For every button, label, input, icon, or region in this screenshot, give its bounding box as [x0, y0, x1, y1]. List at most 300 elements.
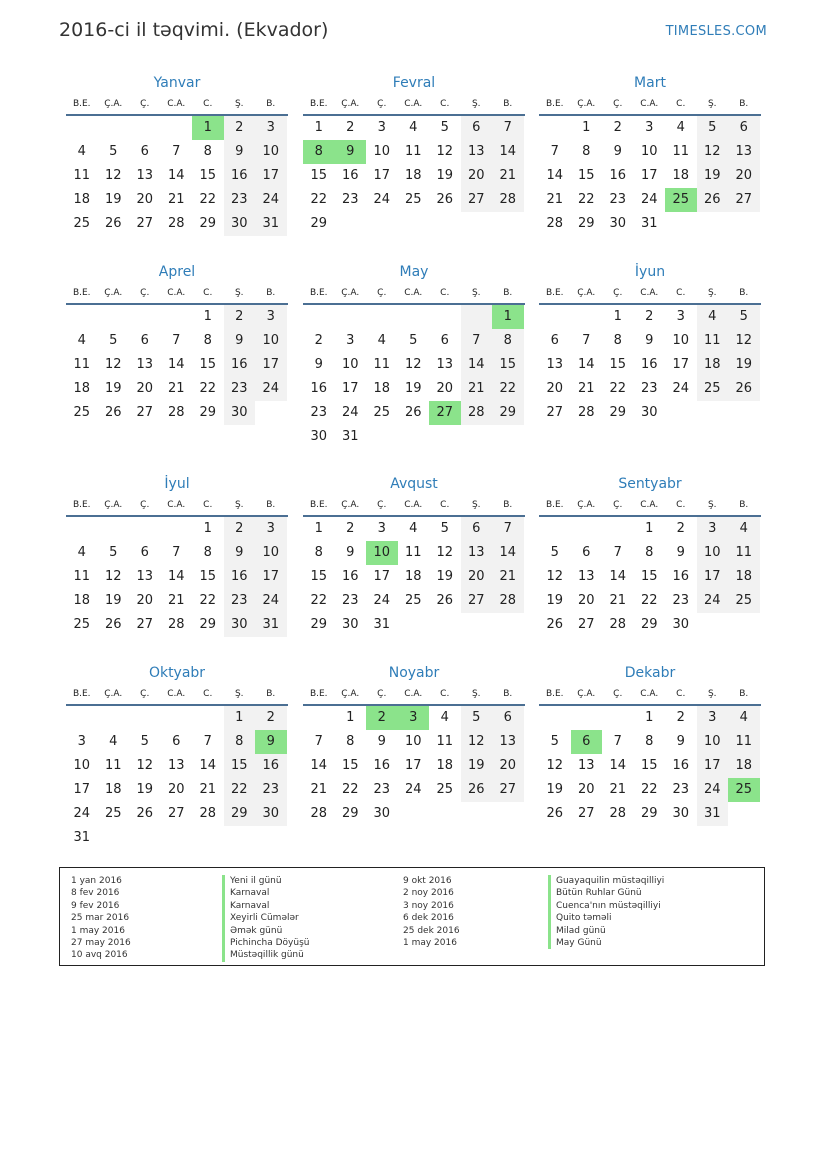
week-row [66, 164, 288, 188]
day-cell: 4 [109, 734, 118, 749]
weekday-header [303, 283, 525, 305]
day-cell: 19 [436, 168, 454, 183]
weekday-label: Ş. [707, 500, 717, 510]
day-cell: 26 [136, 806, 154, 821]
legend-names-right [548, 875, 664, 949]
day-cell: 22 [640, 593, 658, 608]
day-cell: 2 [676, 710, 685, 725]
week-row [66, 541, 288, 565]
weekday-label: B. [739, 99, 749, 109]
week-row [539, 140, 761, 164]
day-cell: 19 [546, 593, 564, 608]
empty-day [303, 706, 335, 730]
day-cell: 8 [346, 734, 355, 749]
month-8 [303, 473, 525, 637]
empty-day [461, 613, 493, 637]
weekday-label: Ş. [471, 500, 481, 510]
weekend-day: 30 [224, 613, 256, 637]
weekend-day: 26 [461, 778, 493, 802]
day-cell: 30 [310, 429, 328, 444]
day-cell: 7 [172, 333, 181, 348]
empty-day [461, 305, 493, 329]
day-cell: 4 [377, 333, 386, 348]
empty-day [192, 826, 224, 850]
weekend-day: 16 [224, 565, 256, 589]
day-cell: 18 [672, 168, 690, 183]
day-cell: 29 [640, 617, 658, 632]
weekend-day: 16 [224, 164, 256, 188]
weekday-header [66, 495, 288, 517]
empty-day [539, 305, 571, 329]
day-cell: 12 [546, 758, 564, 773]
day-cell: 14 [577, 357, 595, 372]
day-cell: 4 [77, 545, 86, 560]
day-grid [303, 517, 525, 637]
legend-holiday-name: Karnaval [222, 900, 309, 912]
empty-day [335, 305, 367, 329]
week-row [539, 212, 761, 236]
holiday-day: 25 [665, 188, 697, 212]
day-cell: 21 [167, 381, 185, 396]
weekend-day: 6 [461, 517, 493, 541]
weekday-label: C. [676, 689, 686, 699]
weekday-label: C.A. [640, 689, 659, 699]
holiday-day: 8 [303, 140, 335, 164]
week-row [303, 353, 525, 377]
day-cell: 1 [346, 710, 355, 725]
weekday-label: B. [503, 288, 513, 298]
weekday-label: C. [203, 689, 213, 699]
weekday-label: Ç. [140, 689, 150, 699]
weekend-day: 24 [255, 377, 287, 401]
empty-day [303, 305, 335, 329]
week-row [66, 116, 288, 140]
weekday-label: C.A. [167, 689, 186, 699]
legend-holiday-name: Müstəqillik günü [222, 949, 309, 961]
weekend-day: 18 [728, 565, 760, 589]
holiday-day: 2 [366, 706, 398, 730]
legend-date: 2 noy 2016 [403, 888, 454, 899]
weekday-label: Ç.A. [104, 689, 123, 699]
day-cell: 15 [341, 758, 359, 773]
day-cell: 4 [77, 144, 86, 159]
weekday-label: B. [739, 500, 749, 510]
weekday-label: B. [266, 500, 276, 510]
month-name: Dekabr [624, 665, 676, 681]
weekend-day: 5 [728, 305, 760, 329]
day-cell: 2 [613, 120, 622, 135]
holiday-day: 1 [192, 116, 224, 140]
day-cell: 18 [373, 381, 391, 396]
weekday-label: C.A. [167, 99, 186, 109]
empty-day [161, 116, 193, 140]
day-cell: 29 [199, 405, 217, 420]
week-row [303, 116, 525, 140]
week-row [303, 589, 525, 613]
empty-day [161, 706, 193, 730]
weekend-day: 16 [224, 353, 256, 377]
day-grid [66, 116, 288, 236]
weekend-day: 14 [492, 140, 524, 164]
day-cell: 7 [550, 144, 559, 159]
day-cell: 25 [404, 192, 422, 207]
weekday-label: B. [266, 99, 276, 109]
day-cell: 13 [167, 758, 185, 773]
weekend-day: 5 [697, 116, 729, 140]
empty-day [728, 802, 760, 826]
weekday-label: B.E. [72, 500, 91, 510]
weekend-day: 23 [224, 589, 256, 613]
weekday-label: B.E. [309, 500, 328, 510]
weekday-label: Ş. [471, 689, 481, 699]
day-cell: 12 [546, 569, 564, 584]
day-cell: 13 [546, 357, 564, 372]
day-cell: 22 [199, 593, 217, 608]
weekday-label: Ş. [707, 288, 717, 298]
week-row [66, 826, 288, 850]
day-cell: 25 [436, 782, 454, 797]
empty-day [98, 517, 130, 541]
week-row [66, 329, 288, 353]
weekday-label: Ç. [140, 288, 150, 298]
week-row [539, 329, 761, 353]
weekend-day: 12 [461, 730, 493, 754]
day-cell: 21 [609, 593, 627, 608]
week-row [539, 116, 761, 140]
week-row [303, 377, 525, 401]
day-cell: 3 [77, 734, 86, 749]
day-cell: 26 [104, 617, 122, 632]
weekday-label: Ç. [613, 99, 623, 109]
day-cell: 1 [203, 521, 212, 536]
day-cell: 9 [645, 333, 654, 348]
day-cell: 1 [613, 309, 622, 324]
empty-day [539, 706, 571, 730]
week-row [66, 212, 288, 236]
day-cell: 10 [73, 758, 91, 773]
month-7 [66, 473, 288, 637]
day-cell: 14 [609, 758, 627, 773]
weekend-day: 13 [492, 730, 524, 754]
day-cell: 11 [73, 569, 91, 584]
empty-day [66, 116, 98, 140]
week-row [303, 565, 525, 589]
weekday-label: B. [739, 689, 749, 699]
weekday-label: C.A. [404, 288, 423, 298]
day-cell: 6 [172, 734, 181, 749]
week-row [303, 401, 525, 425]
day-cell: 28 [609, 806, 627, 821]
day-cell: 11 [672, 144, 690, 159]
weekend-day: 19 [697, 164, 729, 188]
month-4 [66, 261, 288, 425]
weekday-label: Ş. [471, 99, 481, 109]
empty-day [665, 212, 697, 236]
weekday-label: Ş. [234, 99, 244, 109]
day-cell: 8 [314, 545, 323, 560]
legend-holiday-name: Yeni il günü [222, 875, 309, 887]
week-row [539, 188, 761, 212]
week-row [66, 140, 288, 164]
day-cell: 29 [199, 617, 217, 632]
empty-day [192, 706, 224, 730]
weekend-day: 7 [492, 116, 524, 140]
weekday-label: Ç.A. [577, 288, 596, 298]
weekend-day: 11 [728, 541, 760, 565]
week-row [66, 401, 288, 425]
day-cell: 25 [73, 216, 91, 231]
brand-link[interactable]: TIMESLES.COM [665, 24, 767, 39]
day-cell: 26 [436, 593, 454, 608]
weekday-label: B. [503, 99, 513, 109]
weekend-day: 13 [461, 541, 493, 565]
day-cell: 29 [199, 216, 217, 231]
day-cell: 22 [310, 192, 328, 207]
legend-holiday-name: Karnaval [222, 887, 309, 899]
weekday-label: Ç.A. [341, 99, 360, 109]
empty-day [398, 613, 430, 637]
day-cell: 17 [341, 381, 359, 396]
day-cell: 30 [373, 806, 391, 821]
weekend-day: 1 [224, 706, 256, 730]
empty-day [697, 401, 729, 425]
day-cell: 5 [550, 734, 559, 749]
legend-date: 3 noy 2016 [403, 900, 454, 911]
week-row [539, 754, 761, 778]
empty-day [129, 305, 161, 329]
weekend-day: 2 [224, 305, 256, 329]
empty-day [492, 613, 524, 637]
week-row [539, 541, 761, 565]
week-row [66, 517, 288, 541]
weekday-label: B.E. [309, 288, 328, 298]
day-cell: 24 [672, 381, 690, 396]
weekend-day: 28 [492, 589, 524, 613]
weekend-day: 17 [255, 164, 287, 188]
day-cell: 5 [440, 521, 449, 536]
day-cell: 11 [436, 734, 454, 749]
empty-day [98, 116, 130, 140]
day-cell: 21 [609, 782, 627, 797]
day-cell: 28 [167, 405, 185, 420]
empty-day [161, 305, 193, 329]
empty-day [461, 425, 493, 449]
day-cell: 5 [109, 144, 118, 159]
holiday-day: 9 [255, 730, 287, 754]
week-row [303, 212, 525, 236]
day-cell: 23 [609, 192, 627, 207]
legend-date: 1 may 2016 [71, 925, 125, 936]
weekend-day: 19 [461, 754, 493, 778]
weekday-header [539, 684, 761, 706]
weekend-day: 12 [728, 329, 760, 353]
legend-holiday-name: Guayaquilin müstəqilliyi [548, 875, 664, 887]
day-cell: 31 [373, 617, 391, 632]
day-cell: 13 [577, 569, 595, 584]
week-row [66, 589, 288, 613]
day-cell: 26 [436, 192, 454, 207]
day-cell: 12 [104, 357, 122, 372]
day-cell: 15 [577, 168, 595, 183]
day-cell: 2 [314, 333, 323, 348]
weekend-day: 23 [224, 188, 256, 212]
day-cell: 23 [341, 192, 359, 207]
weekend-day: 14 [461, 353, 493, 377]
week-row [303, 541, 525, 565]
day-grid [539, 305, 761, 425]
weekend-day: 4 [728, 706, 760, 730]
month-1 [66, 72, 288, 236]
day-cell: 17 [404, 758, 422, 773]
weekend-day: 31 [255, 212, 287, 236]
weekend-day: 21 [492, 164, 524, 188]
day-cell: 17 [672, 357, 690, 372]
day-cell: 7 [613, 734, 622, 749]
weekend-day: 8 [492, 329, 524, 353]
day-cell: 11 [73, 168, 91, 183]
day-cell: 10 [672, 333, 690, 348]
weekday-label: Ç. [613, 288, 623, 298]
weekend-day: 28 [461, 401, 493, 425]
weekend-day: 4 [728, 517, 760, 541]
week-row [66, 305, 288, 329]
day-cell: 30 [672, 617, 690, 632]
week-row [303, 305, 525, 329]
day-cell: 16 [609, 168, 627, 183]
weekday-label: Ç. [377, 288, 387, 298]
holiday-day: 27 [429, 401, 461, 425]
day-cell: 20 [577, 593, 595, 608]
weekend-day: 17 [697, 754, 729, 778]
day-cell: 22 [341, 782, 359, 797]
day-cell: 24 [73, 806, 91, 821]
day-cell: 7 [172, 144, 181, 159]
empty-day [98, 305, 130, 329]
month-name: İyul [164, 476, 190, 492]
week-row [66, 613, 288, 637]
weekday-header [66, 94, 288, 116]
weekday-label: C. [440, 288, 450, 298]
day-cell: 8 [645, 734, 654, 749]
legend-date: 9 okt 2016 [403, 876, 452, 886]
day-cell: 14 [167, 168, 185, 183]
holiday-day: 6 [571, 730, 603, 754]
empty-day [255, 826, 287, 850]
week-row [539, 778, 761, 802]
weekend-day: 10 [255, 140, 287, 164]
weekend-day: 3 [697, 706, 729, 730]
day-cell: 12 [436, 144, 454, 159]
weekday-label: B. [266, 689, 276, 699]
day-cell: 20 [136, 593, 154, 608]
weekday-label: Ç.A. [577, 689, 596, 699]
day-cell: 15 [199, 569, 217, 584]
day-cell: 4 [409, 120, 418, 135]
day-cell: 30 [609, 216, 627, 231]
day-cell: 29 [341, 806, 359, 821]
week-row [66, 730, 288, 754]
week-row [539, 164, 761, 188]
empty-day [429, 212, 461, 236]
empty-day [728, 401, 760, 425]
day-cell: 3 [645, 120, 654, 135]
weekend-day: 3 [697, 517, 729, 541]
day-cell: 11 [73, 357, 91, 372]
empty-day [98, 706, 130, 730]
day-cell: 3 [377, 120, 386, 135]
weekend-day: 3 [255, 116, 287, 140]
month-name: Yanvar [153, 75, 201, 91]
weekend-day: 17 [697, 565, 729, 589]
day-cell: 17 [373, 168, 391, 183]
week-row [303, 613, 525, 637]
weekend-day: 25 [728, 589, 760, 613]
day-cell: 14 [546, 168, 564, 183]
day-cell: 16 [341, 569, 359, 584]
empty-day [98, 826, 130, 850]
month-3 [539, 72, 761, 236]
day-cell: 27 [577, 617, 595, 632]
day-cell: 18 [73, 381, 91, 396]
weekday-label: B.E. [545, 288, 564, 298]
week-row [539, 305, 761, 329]
weekend-day: 22 [224, 778, 256, 802]
day-cell: 9 [314, 357, 323, 372]
empty-day [429, 613, 461, 637]
day-cell: 25 [104, 806, 122, 821]
weekday-header [66, 684, 288, 706]
weekday-label: C. [203, 288, 213, 298]
month-name: May [399, 264, 429, 280]
weekday-label: C. [676, 500, 686, 510]
weekday-label: C. [203, 500, 213, 510]
month-5 [303, 261, 525, 449]
week-row [539, 589, 761, 613]
weekday-label: B.E. [545, 689, 564, 699]
weekend-day: 28 [492, 188, 524, 212]
weekend-day: 20 [461, 565, 493, 589]
weekday-label: Ç. [140, 99, 150, 109]
day-cell: 3 [346, 333, 355, 348]
legend-holiday-name: Bütün Ruhlar Günü [548, 887, 664, 899]
day-cell: 13 [577, 758, 595, 773]
month-name: Sentyabr [618, 476, 682, 492]
weekday-label: B.E. [72, 689, 91, 699]
empty-day [255, 401, 287, 425]
day-cell: 26 [546, 806, 564, 821]
weekend-day: 15 [224, 754, 256, 778]
weekday-label: Ç.A. [341, 689, 360, 699]
day-cell: 25 [73, 405, 91, 420]
weekend-day: 13 [461, 140, 493, 164]
day-cell: 19 [104, 192, 122, 207]
weekday-label: Ç. [377, 689, 387, 699]
day-cell: 1 [645, 710, 654, 725]
weekday-label: B.E. [545, 500, 564, 510]
week-row [539, 613, 761, 637]
weekend-day: 5 [461, 706, 493, 730]
day-cell: 19 [104, 593, 122, 608]
day-cell: 5 [409, 333, 418, 348]
week-row [539, 517, 761, 541]
weekend-day: 2 [255, 706, 287, 730]
day-cell: 29 [640, 806, 658, 821]
weekend-day: 23 [255, 778, 287, 802]
day-cell: 6 [440, 333, 449, 348]
weekend-day: 10 [255, 329, 287, 353]
weekend-day: 20 [461, 164, 493, 188]
week-row [303, 754, 525, 778]
